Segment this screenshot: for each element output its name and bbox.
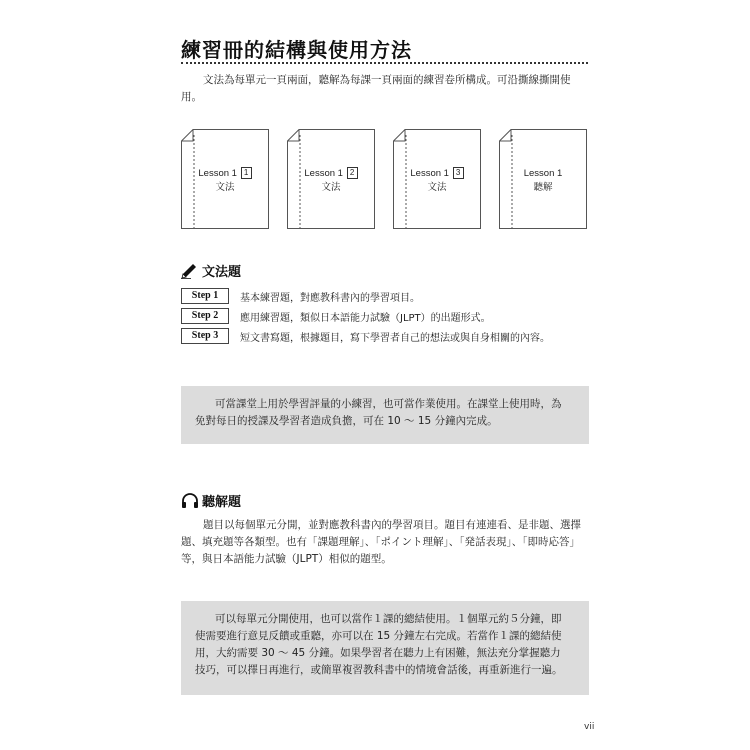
sheet-number: 3: [453, 167, 464, 179]
grammar-heading-text: 文法題: [202, 265, 242, 280]
page-title: 練習冊的結構與使用方法: [181, 38, 412, 62]
grammar-note-box: [181, 386, 589, 444]
step-row: [181, 288, 420, 304]
sheet-lesson: Lesson 1: [523, 168, 563, 179]
step-row: [181, 308, 491, 324]
step-description: 短文書寫題，根據題目，寫下學習者自己的想法或與自身相關的內容。: [240, 332, 550, 344]
sheet-lesson: Lesson 1: [410, 168, 449, 179]
listening-description: 題目以每個單元分開，並對應教科書內的學習項目。題目有連連看、是非題、選擇題、填充題等各類型。也有「課題理解」、「ポイント理解」、「発話表現」、「即時応答」等，與日本語能力試驗（JLPT）相似的題型。: [181, 519, 581, 565]
listening-heading: [181, 491, 241, 510]
sheet-type: 文法: [321, 182, 341, 193]
worksheet-grammar-2: [287, 129, 375, 229]
listening-note-text: 可以每單元分開使用，也可以當作１課的總結使用。１個單元約５分鐘，即使需要進行意見反饋或重聽，亦可以在 15 分鐘左右完成。若當作１課的總結使用，大約需要 30 ～ 45 分鐘。如果學習者在聽力上有困難，無法充分掌握聽力技巧，可以擇日再進行，或簡單複習教科書中的情境會話後，再重新進行一遍。: [195, 613, 563, 676]
step-tag: Step 1: [181, 288, 229, 304]
headphones-icon: [181, 493, 199, 509]
step-row: [181, 328, 550, 344]
step-description: 應用練習題，類似日本語能力試驗（JLPT）的出題形式。: [240, 312, 491, 324]
pencil-icon: [181, 263, 199, 279]
worksheet-grammar-1: [181, 129, 269, 229]
intro-paragraph: 文法為每單元一頁兩面，聽解為每課一頁兩面的練習卷所構成。可沿撕線撕開使用。: [181, 74, 571, 103]
title-divider: [181, 62, 588, 64]
sheet-lesson: Lesson 1: [198, 168, 237, 179]
sheet-lesson: Lesson 1: [304, 168, 343, 179]
step-tag: Step 2: [181, 308, 229, 324]
grammar-note-text: 可當課堂上用於學習評量的小練習，也可當作業使用。在課堂上使用時，為免對每日的授課及學習者造成負擔，可在 10 ～ 15 分鐘內完成。: [195, 398, 562, 427]
worksheet-grammar-3: [393, 129, 481, 229]
sheet-type: 文法: [427, 182, 447, 193]
sheet-number: 2: [347, 167, 358, 179]
step-description: 基本練習題，對應教科書內的學習項目。: [240, 292, 420, 304]
step-tag: Step 3: [181, 328, 229, 344]
worksheet-listening: [499, 129, 587, 229]
grammar-heading: [181, 261, 241, 280]
listening-note-box: [181, 601, 589, 695]
page-number: vii: [584, 722, 595, 732]
sheet-number: 1: [241, 167, 252, 179]
listening-heading-text: 聽解題: [202, 495, 242, 510]
sheet-type: 文法: [215, 182, 235, 193]
sheet-type: 聽解: [533, 182, 553, 193]
